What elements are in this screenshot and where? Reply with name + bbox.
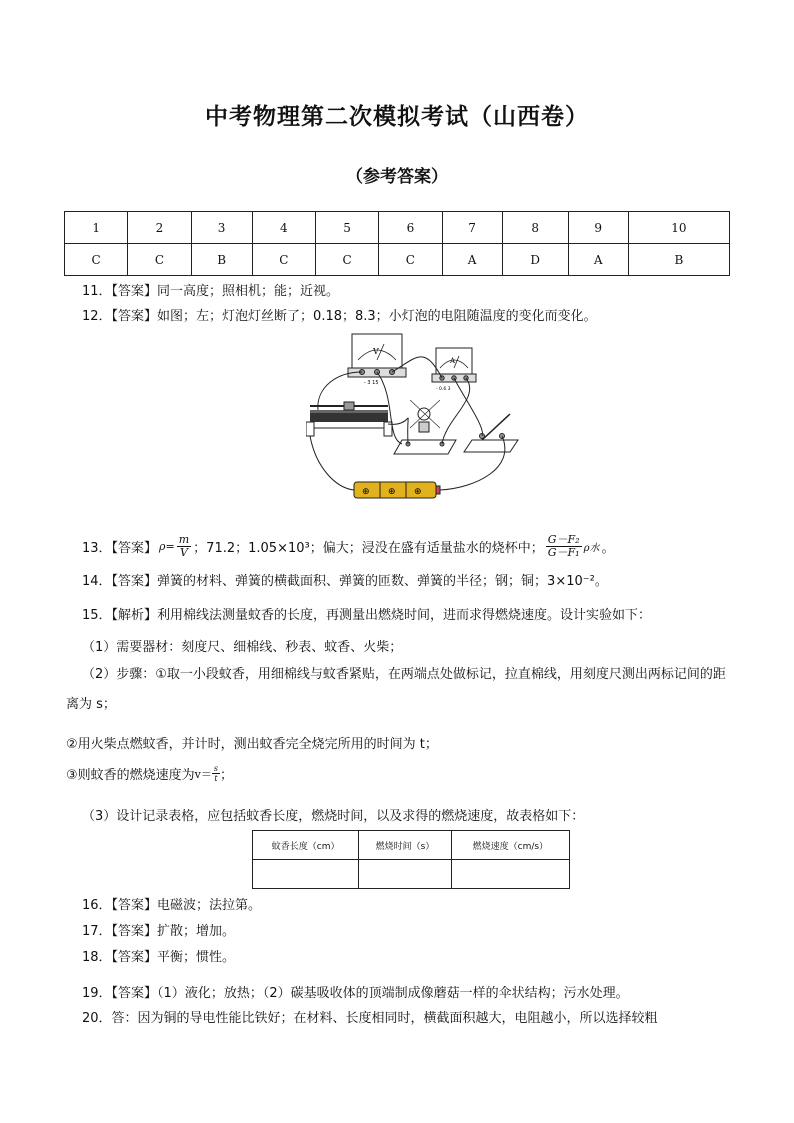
table-cell: C [315, 244, 378, 276]
battery-cell-mark: ⊕ [414, 487, 422, 497]
speed-formula [212, 764, 220, 783]
answer-13-prefix: 13．【答案】 [82, 541, 158, 556]
battery-cell-mark: ⊕ [388, 487, 396, 497]
table-cell: C [252, 244, 315, 276]
page-subtitle: （参考答案） [346, 167, 448, 187]
table-row [253, 831, 570, 860]
density-symbol: ρ= [159, 540, 175, 553]
answer-20: 20．答：因为铜的导电性能比铁好；在材料、长度相同时，横截面积越大，电阻越小，所以选择较粗 [82, 1011, 658, 1026]
answer-13-end: 。 [601, 541, 615, 556]
table-row [65, 212, 730, 244]
answer-14: 14．【答案】弹簧的材料、弹簧的横截面积、弹簧的匝数、弹簧的半径；钢；铜；3×10⁻²。 [82, 574, 608, 589]
answer-15-steps: （2）步骤：①取一小段蚊香，用细棉线与蚊香紧贴，在两端点处做标记，拉直棉线，用刻度尺测出两标记间的距离为 s； [66, 667, 726, 712]
answer-15-intro: 15．【解析】利用棉线法测量蚊香的长度，再测量出燃烧时间，进而求得燃烧速度。设计实验如下： [82, 608, 652, 623]
table-row [65, 244, 730, 276]
battery-cell-mark: ⊕ [362, 487, 370, 497]
table-cell: 10 [628, 212, 729, 244]
table-cell [359, 860, 451, 889]
lamp-icon [394, 400, 456, 454]
buoyancy-formula [546, 534, 582, 559]
answer-13 [82, 534, 614, 559]
table-header-cell: 燃烧速度（cm/s） [451, 831, 569, 860]
circuit-diagram [306, 328, 524, 504]
page-title: 中考物理第二次模拟考试（山西卷） [205, 104, 589, 130]
table-cell: D [502, 244, 568, 276]
record-table [252, 830, 570, 889]
table-cell: C [128, 244, 191, 276]
voltmeter-icon [348, 334, 406, 386]
ammeter-letter: A [450, 357, 456, 365]
answer-15-equipment: （1）需要器材：刻度尺、细棉线、秒表、蚊香、火柴； [82, 640, 403, 655]
ammeter-terminal-labels: - 0.6 3 [436, 387, 451, 392]
table-cell: C [379, 244, 442, 276]
table-cell [451, 860, 569, 889]
battery-icon [354, 482, 440, 498]
table-header-cell: 燃烧时间（s） [359, 831, 451, 860]
table-cell: A [568, 244, 628, 276]
answer-16: 16．【答案】电磁波；法拉第。 [82, 898, 262, 913]
table-cell: B [628, 244, 729, 276]
answer-11: 11．【答案】同一高度；照相机；能；近视。 [82, 284, 340, 299]
formula-numerator: G－F₂ [547, 533, 580, 546]
switch-icon [464, 414, 518, 452]
voltmeter-terminal-labels: - 3 15 [364, 380, 379, 386]
table-cell: 4 [252, 212, 315, 244]
table-cell: 8 [502, 212, 568, 244]
answer-15-step-3 [66, 764, 233, 783]
formula-numerator: m [178, 533, 190, 546]
answer-15-table-intro: （3）设计记录表格，应包括蚊香长度，燃烧时间，以及求得的燃烧速度，故表格如下： [82, 809, 585, 824]
table-cell [253, 860, 359, 889]
answer-19: 19．【答案】（1）液化；放热；（2）碳基吸收体的顶端制成像蘑菇一样的伞状结构；污水处理。 [82, 986, 629, 1001]
table-cell: 9 [568, 212, 628, 244]
formula-numerator: s [213, 764, 218, 773]
rheostat-icon [306, 402, 392, 436]
answer-12: 12．【答案】如图；左；灯泡灯丝断了；0.18；8.3；小灯泡的电阻随温度的变化而变化。 [82, 309, 597, 324]
density-formula [177, 534, 191, 559]
table-cell: 2 [128, 212, 191, 244]
formula-denominator: V [179, 546, 188, 559]
table-row [253, 860, 570, 889]
formula-denominator: G－F₁ [547, 546, 580, 559]
answer-17: 17．【答案】扩散；增加。 [82, 924, 236, 939]
answer-15-step-3-text: ③则蚊香的燃烧速度为 [66, 768, 195, 783]
table-cell: 1 [65, 212, 128, 244]
water-density-symbol: ρ水 [583, 543, 600, 554]
table-cell: B [191, 244, 252, 276]
speed-symbol: v＝ [194, 767, 212, 781]
answer-15-step-2: ②用火柴点燃蚊香，并计时，测出蚊香完全烧完所用的时间为 t； [66, 737, 438, 752]
answer-18: 18．【答案】平衡；惯性。 [82, 950, 236, 965]
table-cell: 6 [379, 212, 442, 244]
table-cell: 5 [315, 212, 378, 244]
table-cell: 3 [191, 212, 252, 244]
table-cell: A [442, 244, 502, 276]
table-cell: 7 [442, 212, 502, 244]
table-header-cell: 蚊香长度（cm） [253, 831, 359, 860]
answer-15-step-3-end: ； [219, 768, 233, 783]
formula-denominator: t [214, 774, 218, 783]
answer-table [64, 211, 730, 276]
answer-13-middle: ；71.2；1.05×10³；偏大；浸没在盛有适量盐水的烧杯中； [193, 541, 544, 556]
voltmeter-letter: V [373, 347, 379, 356]
table-cell: C [65, 244, 128, 276]
